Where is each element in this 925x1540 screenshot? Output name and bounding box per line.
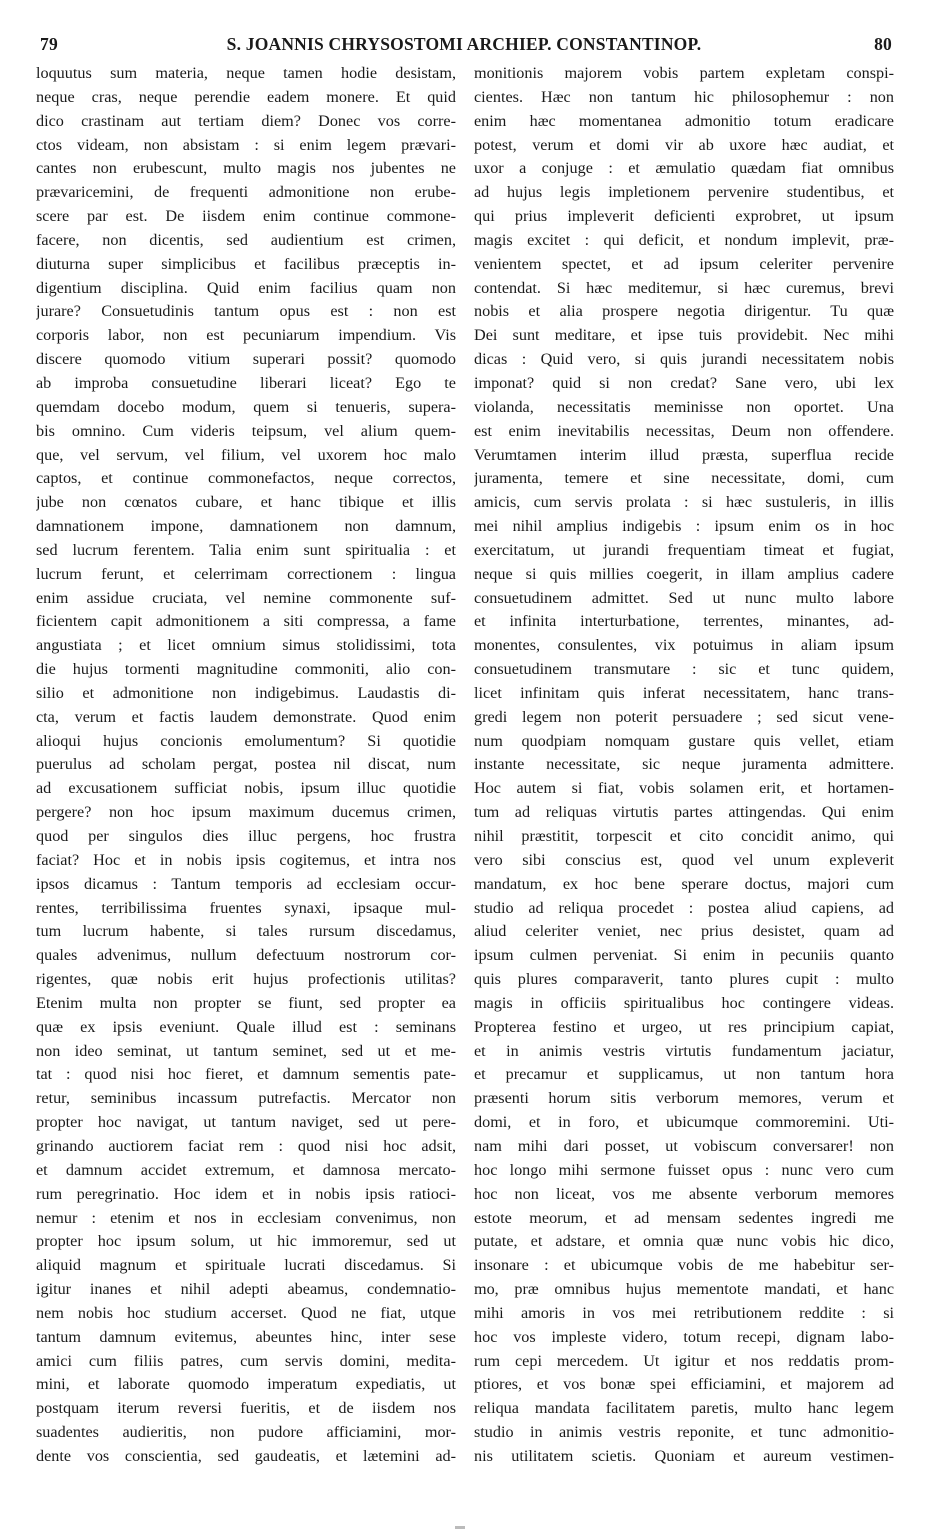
text-line: propter hoc ipsum solum, ut hic immoremur, sed ut bbox=[36, 1232, 456, 1251]
text-line: nihil præstitit, torpescit et cito concidit animo, qui bbox=[474, 827, 894, 845]
text-line: facere, non dicentis, sed audientium est crimen, bbox=[36, 230, 456, 249]
text-line: dicas : Quid vero, si quis jurandi necessitatem nobis bbox=[474, 350, 894, 369]
text-line: tat : quod nisi hoc fieret, et damnum sementis pate- bbox=[36, 1065, 456, 1084]
page-blemish bbox=[455, 1526, 465, 1529]
right-text-column bbox=[474, 62, 894, 1472]
text-line: Hoc autem si fiat, vobis solamen erit, et hortamen- bbox=[474, 779, 894, 798]
text-line: ab improba consuetudine liberari liceat? Ego te bbox=[36, 373, 456, 392]
text-line: quemdam docebo modum, quem si tenueris, supera- bbox=[36, 397, 456, 416]
running-title: S. JOANNIS CHRYSOSTOMI ARCHIEP. CONSTANTINOP. bbox=[226, 34, 702, 54]
text-line: est enim inevitabilis necessitas, Deum non offendere. bbox=[474, 421, 894, 440]
text-line: retur, seminibus incassum putrefactis. Mercator non bbox=[36, 1089, 456, 1108]
text-line: puerulus ad scholam pergat, postea nil discat, num bbox=[36, 755, 456, 774]
text-line: ipsos dicamus : Tantum temporis ad ecclesiam occur- bbox=[36, 874, 456, 893]
text-line: et precamur et supplicamus, ut non tantum hora bbox=[474, 1065, 894, 1084]
text-line: hoc vos impleste videro, totum recepi, dignam labo- bbox=[474, 1327, 894, 1346]
text-line: et damnum accidet extremum, et damnosa mercato- bbox=[36, 1160, 456, 1179]
text-line: suadentes audieritis, non pudore afficiamini, mor- bbox=[36, 1423, 456, 1442]
text-line: angustiata ; et licet omnium simus stolidissimi, tota bbox=[36, 636, 456, 655]
text-line: nobis et alia prospere negotia dirigentur. Tu quæ bbox=[474, 302, 894, 321]
text-line: sed lucrum ferentem. Talia enim sunt spiritualia : et bbox=[36, 540, 456, 559]
text-line: gredi legem non poterit persuadere ; sed sicut vene- bbox=[474, 707, 894, 726]
text-line: et in animis vestris virtutis fundamentum jaciatur, bbox=[474, 1041, 894, 1060]
text-line: mini, et laborate quomodo imperatum expediatis, ut bbox=[36, 1375, 456, 1394]
text-line: qui prius impleverit deficienti exprobret, ut ipsum bbox=[474, 207, 894, 226]
text-line: jurare? Consuetudinis tantum opus est : non est bbox=[36, 302, 456, 321]
text-line: ipsum culmen perveniat. Si enim in pecuniis quanto bbox=[474, 946, 894, 965]
text-line: putate, et adstare, et omnia quæ nunc vobis hic dico, bbox=[474, 1232, 894, 1251]
text-line: cientes. Hæc non tantum hic philosophemur : non bbox=[474, 87, 894, 106]
text-line: exercitatum, ut jurandi frequentiam timeat et fugiat, bbox=[474, 540, 894, 559]
text-line: rum peregrinatio. Hoc idem et in nobis ipsis ratioci- bbox=[36, 1184, 456, 1203]
text-line: rentes, terribilissima fruentes synaxi, ipsaque mul- bbox=[36, 898, 456, 917]
text-line: pergere? non hoc ipsum maximum ducemus crimen, bbox=[36, 803, 456, 822]
text-line: tum ad reliquas virtutis partes attingendas. Qui enim bbox=[474, 803, 894, 822]
text-line: monitionis majorem vobis partem expletam conspi- bbox=[474, 64, 894, 82]
text-line: consuetudinem admittet. Sed ut nunc multo labore bbox=[474, 588, 894, 607]
text-line: Etenim multa non propter se fiunt, sed propter ea bbox=[36, 993, 456, 1012]
text-line: neque cras, neque perendie eadem monere. Et quid bbox=[36, 87, 456, 106]
text-line: quis plures comparaverit, tanto plures cupit : multo bbox=[474, 970, 894, 989]
text-line: studio in animis vestris reponite, et tunc admonitio- bbox=[474, 1423, 894, 1442]
text-line: scere par est. De iisdem enim continue commone- bbox=[36, 207, 456, 226]
text-line: igitur inanes et nihil adepti abeamus, condemnatio- bbox=[36, 1280, 456, 1299]
text-line: quales advenimus, nullum defectuum nostrorum cor- bbox=[36, 946, 456, 965]
text-line: num quodpiam nomquam gustare quis vellet, etiam bbox=[474, 731, 894, 750]
text-line: insonare : et ubicumque vobis de me habebitur ser- bbox=[474, 1256, 894, 1275]
text-line: digentium disciplina. Quid enim facilius quam non bbox=[36, 278, 456, 297]
text-line: estote meorum, et ad mensam sedentes ingredi me bbox=[474, 1208, 894, 1227]
text-line: hoc non liceat, vos me absente verborum memores bbox=[474, 1184, 894, 1203]
text-line: amicis, cum servis prolata : si hæc sustuleris, in illis bbox=[474, 493, 894, 512]
text-line: magis excitet : qui deficit, et nondum implevit, præ- bbox=[474, 230, 894, 249]
text-line: non ideo seminat, ut tantum seminet, sed ut et me- bbox=[36, 1041, 456, 1060]
text-line: tum lucrum habente, si tales rursum discedamus, bbox=[36, 922, 456, 941]
text-line: amici cum filiis patres, cum servis domini, medita- bbox=[36, 1351, 456, 1370]
text-line: diuturna super simplicibus et facilibus præceptis in- bbox=[36, 254, 456, 273]
text-line: aliquid magnum et spirituale lucrati discedamus. Si bbox=[36, 1256, 456, 1275]
text-line: faciat? Hoc et in nobis ipsis cogitemus, et intra nos bbox=[36, 850, 456, 869]
text-line: imponat? quid si non credat? Sane vero, ubi lex bbox=[474, 373, 894, 392]
left-text-column bbox=[36, 62, 456, 1472]
text-line: captos, et continue commonefactos, neque correctos, bbox=[36, 469, 456, 488]
text-line: lucrum ferunt, et celerrimam correctionem : lingua bbox=[36, 564, 456, 583]
text-line: Verumtamen interim illud præsta, superflua recide bbox=[474, 445, 894, 464]
text-line: hoc longo mihi sermone fuisset opus : nunc vero cum bbox=[474, 1160, 894, 1179]
text-line: prævaricemini, de frequenti admonitione non erube- bbox=[36, 183, 456, 202]
text-line: Dei sunt meditare, et ipse tuis providebit. Nec mihi bbox=[474, 326, 894, 345]
text-line: postquam iterum reversi fueritis, et de iisdem nos bbox=[36, 1399, 456, 1418]
text-line: venientem spectet, et ad ipsum celeriter pervenire bbox=[474, 254, 894, 273]
text-line: nis utilitatem scietis. Quoniam et aureum vestimen- bbox=[474, 1446, 894, 1465]
text-line: nem nobis hoc studium accerset. Quod ne fiat, utque bbox=[36, 1303, 456, 1322]
text-line: loquutus sum materia, neque tamen hodie desistam, bbox=[36, 64, 456, 82]
text-line: studio ad reliqua procedet : postea aliud capiens, ad bbox=[474, 898, 894, 917]
text-line: instante necessitate, sic neque juramenta admittere. bbox=[474, 755, 894, 774]
text-line: mo, præ omnibus hujus mementote mandati, et hanc bbox=[474, 1280, 894, 1299]
text-line: discere quomodo vitium superari possit? quomodo bbox=[36, 350, 456, 369]
text-line: juramenta, temere et sine necessitate, domi, cum bbox=[474, 469, 894, 488]
text-line: jube non cœnatos cubare, et hanc tibique et illis bbox=[36, 493, 456, 512]
text-line: bis omnino. Cum videris teipsum, vel alium quem- bbox=[36, 421, 456, 440]
text-line: præsenti horum sitis verborum memores, verum et bbox=[474, 1089, 894, 1108]
text-line: cta, verum et factis laudem demonstrate. Quod enim bbox=[36, 707, 456, 726]
text-line: ad hujus legis impletionem pervenire studentibus, et bbox=[474, 183, 894, 202]
text-line: uxor a conjuge : et æmulatio quædam fiat omnibus bbox=[474, 159, 894, 178]
text-line: dente vos conscientia, sed gaudeatis, et lætemini ad- bbox=[36, 1446, 456, 1465]
text-line: ficientem capit admonitionem a siti compressa, a fame bbox=[36, 612, 456, 631]
text-line: magis in officiis spiritualibus hoc contingere videas. bbox=[474, 993, 894, 1012]
text-line: licet infinitam quis inferat necessitatem, hanc trans- bbox=[474, 683, 894, 702]
text-line: tantum damnum evitemus, abeuntes hinc, inter sese bbox=[36, 1327, 456, 1346]
text-line: corporis labor, non est pecuniarum impendium. Vis bbox=[36, 326, 456, 345]
text-line: contendat. Si hæc meditemur, si hæc curemus, brevi bbox=[474, 278, 894, 297]
text-line: propter hoc navigat, ut tantum naviget, sed ut pere- bbox=[36, 1113, 456, 1132]
text-line: et infinita interturbatione, terrentes, minantes, ad- bbox=[474, 612, 894, 631]
text-line: quod per singulos dies illuc pergens, hoc frustra bbox=[36, 827, 456, 845]
text-line: consuetudinem transmutare : sic et tunc quidem, bbox=[474, 660, 894, 679]
text-line: aliud celeriter veniet, nec prius desistet, quam ad bbox=[474, 922, 894, 941]
text-line: rigentes, quæ nobis erit hujus profectionis utilitas? bbox=[36, 970, 456, 989]
text-line: vero sibi conscius est, quod vel unum expleverit bbox=[474, 850, 894, 869]
page-number-left: 79 bbox=[40, 34, 58, 54]
text-line: ctos videam, non absistam : si enim legem prævari- bbox=[36, 135, 456, 154]
text-line: grinando auctiorem faciat rem : quod nisi hoc adsit, bbox=[36, 1136, 456, 1155]
text-line: alioqui hujus concionis emolumentum? Si quotidie bbox=[36, 731, 456, 750]
text-line: dico crastinam aut tertiam diem? Donec vos corre- bbox=[36, 111, 456, 130]
text-line: violanda, necessitatis meminisse non oportet. Una bbox=[474, 397, 894, 416]
text-line: damnationem impone, damnationem non damnum, bbox=[36, 517, 456, 536]
text-line: reliqua mandata facilitatem paretis, multo hanc legem bbox=[474, 1399, 894, 1418]
text-line: monentes, consulentes, vix potuimus in aliam ipsum bbox=[474, 636, 894, 655]
text-line: Propterea festino et urgeo, ut res principium capiat, bbox=[474, 1017, 894, 1036]
text-line: nam mihi dari posset, ut vobiscum conversarer! non bbox=[474, 1136, 894, 1155]
text-line: mihi amoris in vos mei retributionem reddite : si bbox=[474, 1303, 894, 1322]
running-header bbox=[36, 34, 892, 58]
text-line: silio et admonitione non indigebimus. Laudastis di- bbox=[36, 683, 456, 702]
text-line: enim hæc momentanea admonitio totum eradicare bbox=[474, 111, 894, 130]
text-line: neque si quis millies coegerit, in illam amplius cadere bbox=[474, 564, 894, 583]
text-line: ptiores, et vos bonæ spei efficiamini, et majorem ad bbox=[474, 1375, 894, 1394]
text-line: potest, verum et domi vir ab uxore hæc audiat, et bbox=[474, 135, 894, 154]
text-line: rum cepi mercedem. Ut igitur et nos reddatis prom- bbox=[474, 1351, 894, 1370]
text-line: die hujus tormenti magnitudine commoniti, alio con- bbox=[36, 660, 456, 679]
text-line: ad excusationem sufficiat nobis, ipsum illuc quotidie bbox=[36, 779, 456, 798]
text-line: enim assidue cruciata, vel nemine commonente suf- bbox=[36, 588, 456, 607]
text-line: nemur : etenim et nos in ecclesiam convenimus, non bbox=[36, 1208, 456, 1227]
text-line: mandatum, ex hoc bene sperare doctus, majori cum bbox=[474, 874, 894, 893]
text-line: que, vel servum, vel filium, vel uxorem hoc malo bbox=[36, 445, 456, 464]
page-number-right: 80 bbox=[874, 34, 892, 54]
text-line: mei nihil amplius indigebis : ipsum enim os in hoc bbox=[474, 517, 894, 536]
text-line: domi, et in foro, et ubicumque commoremini. Uti- bbox=[474, 1113, 894, 1132]
text-line: quæ ex ipsis eveniunt. Quale illud est : seminans bbox=[36, 1017, 456, 1036]
text-line: cantes non erubescunt, multo magis nos jubentes ne bbox=[36, 159, 456, 178]
